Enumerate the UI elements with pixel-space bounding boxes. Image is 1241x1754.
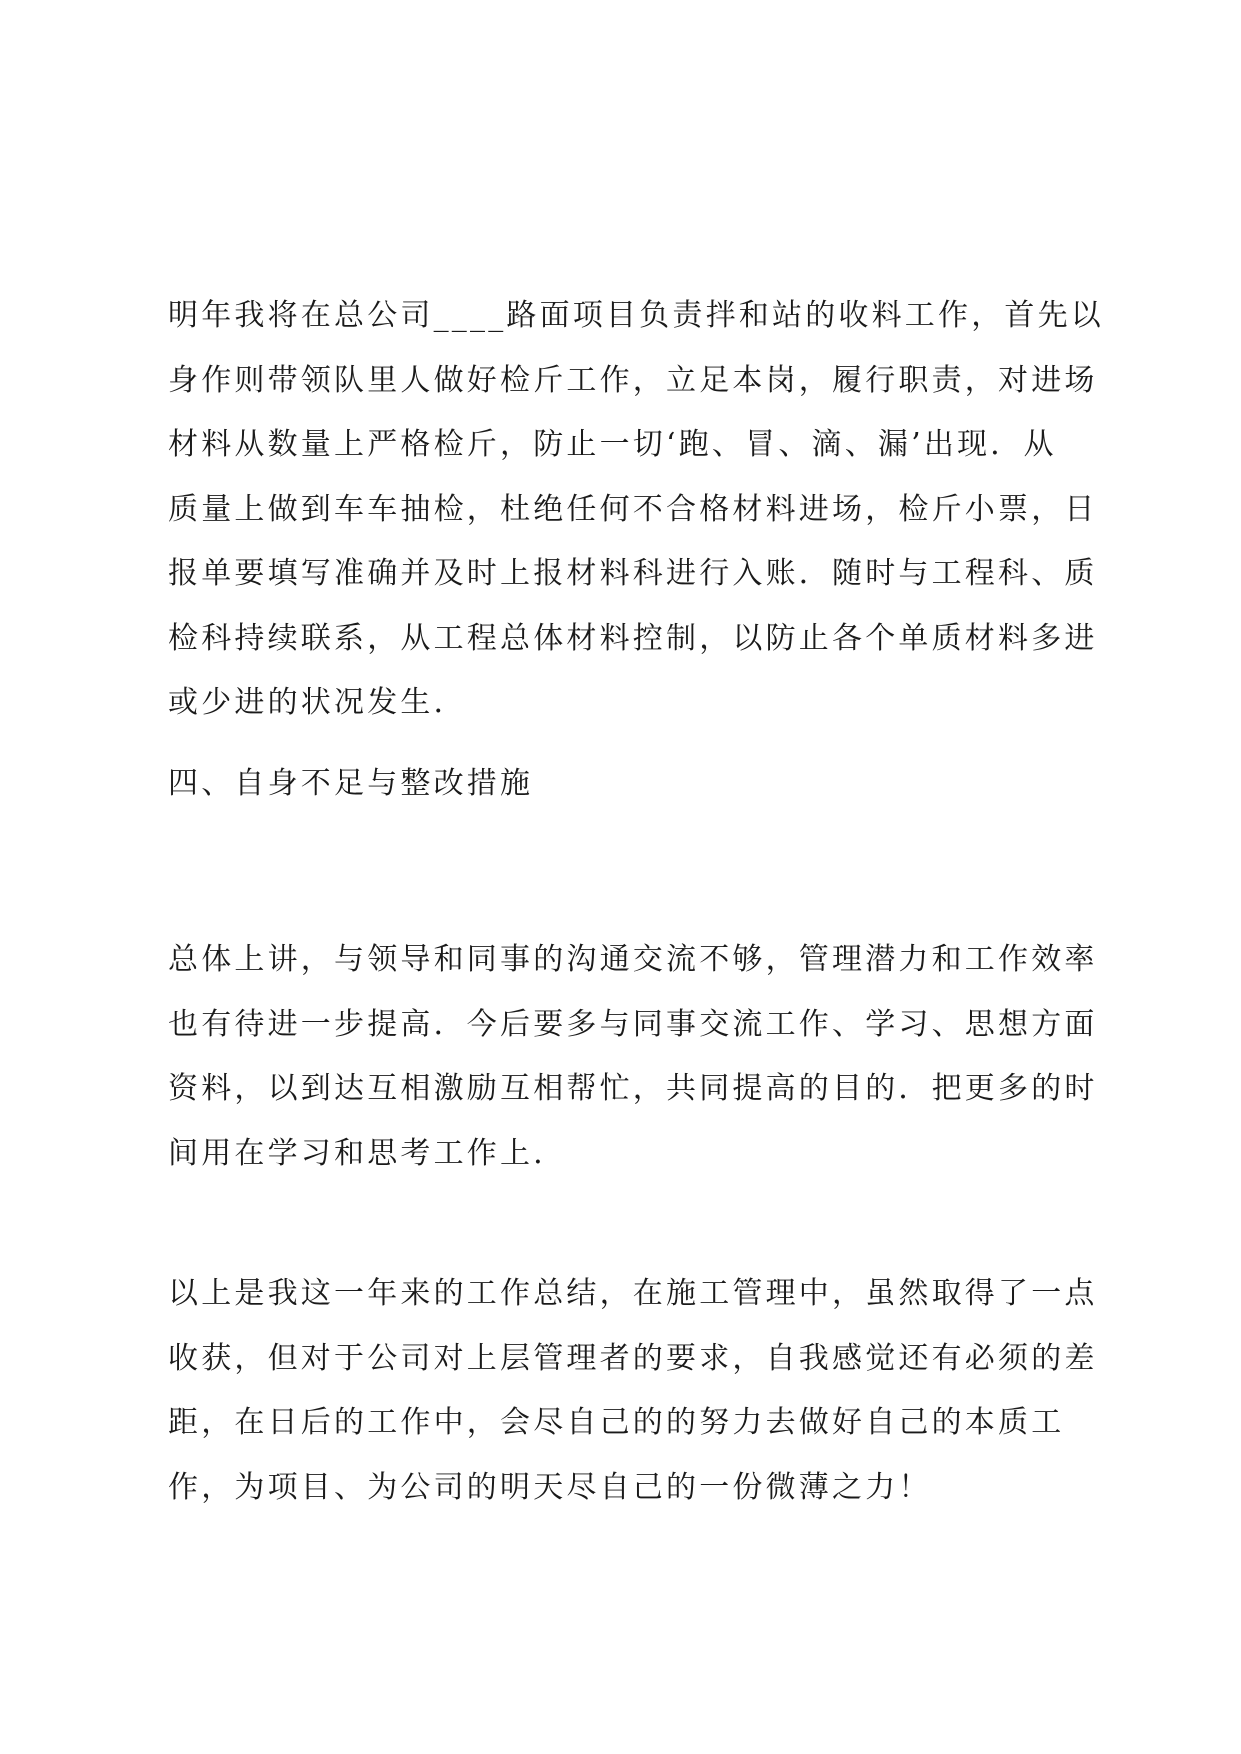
text-line: 以上是我这一年来的工作总结，在施工管理中，虽然取得了一点 [168, 1276, 1098, 1311]
text-line: 作，为项目、为公司的明天尽自己的一份微薄之力！ [168, 1469, 932, 1505]
text-line: 材料从数量上严格检斤，防止一切‘跑、冒、滴、漏’出现．从 [168, 427, 1057, 462]
text-line: 报单要填写准确并及时上报材料科进行入账．随时与工程科、质 [168, 556, 1098, 591]
text-line: 明年我将在总公司____路面项目负责拌和站的收料工作，首先以 [168, 298, 1104, 333]
text-line: 间用在学习和思考工作上． [168, 1135, 567, 1171]
text-line: 资料，以到达互相激励互相帮忙，共同提高的目的．把更多的时 [168, 1071, 1098, 1106]
text-line: 距，在日后的工作中，会尽自己的的努力去做好自己的本质工 [168, 1405, 1065, 1440]
text-line: 或少进的状况发生． [168, 685, 467, 720]
paragraph-conclusion [168, 1262, 1098, 1520]
text-line: 质量上做到车车抽检，杜绝任何不合格材料进场，检斤小票，日 [168, 491, 1098, 527]
paragraph-plan [168, 284, 1104, 736]
section-heading [168, 752, 1088, 817]
paragraph-shortcomings [168, 928, 1098, 1186]
text-line: 总体上讲，与领导和同事的沟通交流不够，管理潜力和工作效率 [168, 942, 1098, 977]
text-line: 身作则带领队里人做好检斤工作，立足本岗，履行职责，对进场 [168, 362, 1098, 398]
heading-text: 四、自身不足与整改措施 [168, 766, 534, 801]
text-line: 检科持续联系，从工程总体材料控制，以防止各个单质材料多进 [168, 620, 1098, 656]
text-line: 也有待进一步提高．今后要多与同事交流工作、学习、思想方面 [168, 1006, 1098, 1042]
text-line: 收获，但对于公司对上层管理者的要求，自我感觉还有必须的差 [168, 1340, 1098, 1376]
